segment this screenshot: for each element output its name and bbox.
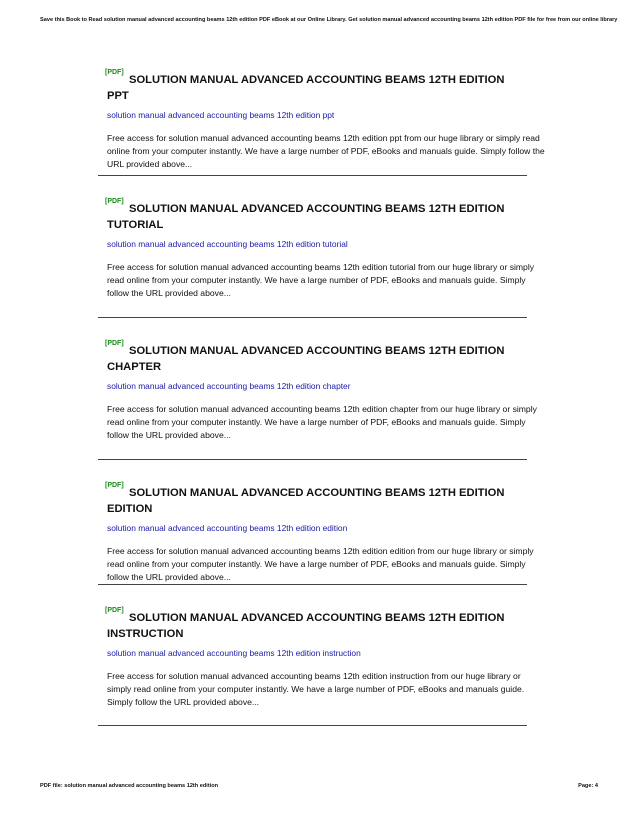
pdf-tag: [PDF] (105, 482, 124, 489)
entry-title: SOLUTION MANUAL ADVANCED ACCOUNTING BEAMS 12TH EDITION CHAPTER (107, 345, 505, 373)
entry-item (105, 198, 535, 299)
entry-description: Free access for solution manual advanced accounting beams 12th edition ppt from our huge library or simply read online from your computer instantly. We have a large number of PDF, eBooks and manuals guide. Simply follow the URL provided above... (107, 133, 545, 169)
entry-description: Free access for solution manual advanced accounting beams 12th edition tutorial from our huge library or simply read online from your computer instantly. We have a large number of PDF, eBooks and manuals guide. Simply follow the URL provided above... (107, 262, 535, 298)
pdf-tag: [PDF] (105, 607, 124, 614)
divider (98, 459, 527, 460)
pdf-tag: [PDF] (105, 198, 124, 205)
entry-title: SOLUTION MANUAL ADVANCED ACCOUNTING BEAMS 12TH EDITION INSTRUCTION (107, 612, 505, 640)
divider (98, 725, 527, 726)
divider (98, 317, 527, 318)
entry-link[interactable]: solution manual advanced accounting beams 12th edition tutorial (107, 239, 348, 249)
top-banner: Save this Book to Read solution manual advanced accounting beams 12th edition PDF eBook at our Online Library. Get solution manual advanced accounting beams 12th edition PDF file for free from our online library (40, 17, 618, 23)
pdf-tag: [PDF] (105, 69, 124, 76)
entry-item (105, 482, 534, 583)
divider (98, 584, 527, 585)
footer-page-number: Page: 4 (578, 783, 598, 789)
entry-title: SOLUTION MANUAL ADVANCED ACCOUNTING BEAMS 12TH EDITION EDITION (107, 487, 505, 515)
entry-link[interactable]: solution manual advanced accounting beams 12th edition instruction (107, 648, 361, 658)
entry-description: Free access for solution manual advanced accounting beams 12th edition instruction from our huge library or simply read online from your computer instantly. We have a large number of PDF, eBooks and manuals guide. Simply follow the URL provided above... (107, 671, 525, 707)
entry-link[interactable]: solution manual advanced accounting beams 12th edition edition (107, 523, 348, 533)
entry-description: Free access for solution manual advanced accounting beams 12th edition edition from our huge library or simply read online from your computer instantly. We have a large number of PDF, eBooks and manuals guide. Simply follow the URL provided above... (107, 546, 534, 582)
entry-item (105, 340, 537, 441)
entry-item (105, 607, 527, 708)
entry-title: SOLUTION MANUAL ADVANCED ACCOUNTING BEAMS 12TH EDITION TUTORIAL (107, 203, 505, 231)
entry-item (105, 69, 545, 170)
pdf-tag: [PDF] (105, 340, 124, 347)
divider (98, 175, 527, 176)
entry-title: SOLUTION MANUAL ADVANCED ACCOUNTING BEAMS 12TH EDITION PPT (107, 74, 505, 102)
entry-link[interactable]: solution manual advanced accounting beams 12th edition ppt (107, 110, 335, 120)
entry-link[interactable]: solution manual advanced accounting beams 12th edition chapter (107, 381, 351, 391)
entry-description: Free access for solution manual advanced accounting beams 12th edition chapter from our huge library or simply read online from your computer instantly. We have a large number of PDF, eBooks and manuals guide. Simply follow the URL provided above... (107, 404, 537, 440)
footer-file-label: PDF file: solution manual advanced accounting beams 12th edition (40, 783, 219, 789)
